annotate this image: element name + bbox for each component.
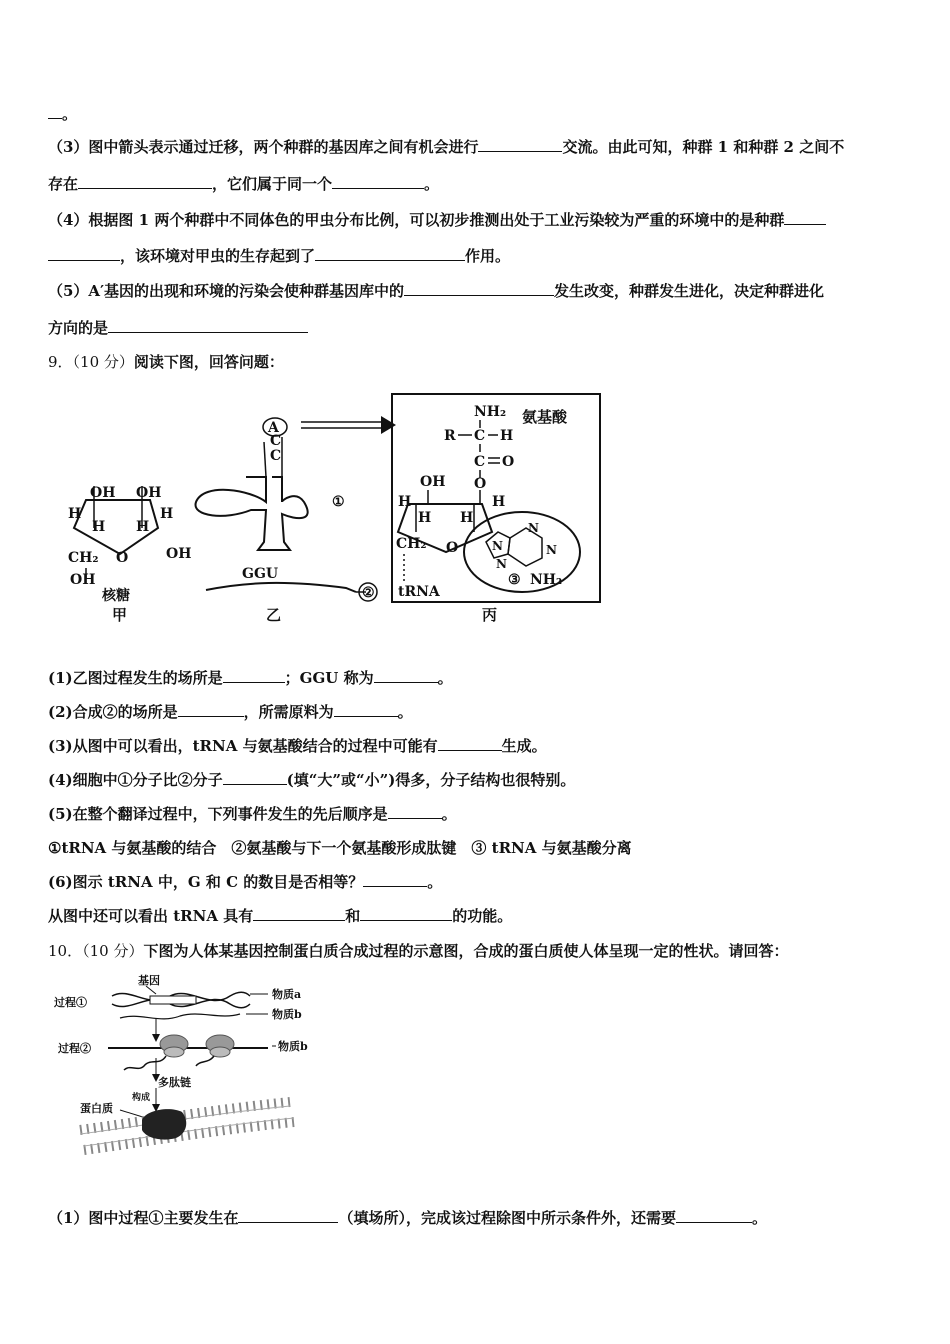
text: 。 (424, 175, 440, 193)
text: (6)图示 tRNA 中，G 和 C 的数目是否相等？ (48, 873, 364, 891)
text: ，该环境对甲虫的生存起到了 (120, 247, 316, 265)
h-label: H (160, 506, 174, 522)
ch2-label: CH₂ (396, 536, 427, 552)
answer-blank[interactable] (48, 246, 120, 261)
q8-part5-line2 (48, 318, 308, 338)
process2-label: 过程② (58, 1042, 91, 1055)
q10-figure (50, 972, 320, 1172)
q9-sub3 (48, 736, 547, 756)
n-label: N (492, 539, 503, 553)
aminoacyl-trna (392, 394, 600, 624)
question-score: （10 分） (72, 353, 134, 371)
h-label: H (92, 519, 106, 535)
text: 存在 (48, 175, 79, 193)
answer-blank[interactable] (363, 872, 427, 887)
text: （4）根据图 1 两个种群中不同体色的甲虫分布比例，可以初步推测出处于工业污染较为严重的环境中的是种群 (48, 211, 785, 229)
text: 方向的是 (48, 319, 109, 337)
answer-blank[interactable] (360, 906, 452, 921)
text: （5）A′基因的出现和环境的污染会使种群基因库中的 (48, 282, 405, 300)
answer-blank[interactable] (223, 668, 285, 683)
marker-1: ① (332, 494, 345, 510)
text: 。 (751, 1209, 767, 1227)
h-label: H (500, 428, 514, 444)
q10-stem (48, 941, 788, 961)
n-label: N (496, 557, 507, 571)
question-number: 10． (48, 942, 83, 960)
oh-label: OH (136, 485, 162, 501)
constitute-label: 构成 (132, 1093, 151, 1103)
q9-sub5 (48, 804, 457, 824)
answer-blank[interactable] (334, 702, 398, 717)
text: 。 (397, 703, 413, 721)
nh2-label: NH₂ (530, 572, 563, 588)
answer-blank[interactable] (238, 1208, 338, 1223)
q9-sub7 (48, 906, 512, 926)
figure-label-bing: 丙 (482, 606, 498, 624)
q8-part3-line1 (48, 137, 844, 157)
n-label: N (528, 521, 539, 535)
text: (4)细胞中①分子比②分子 (48, 771, 223, 789)
amino-acid-label: 氨基酸 (522, 408, 568, 426)
c-label: C (474, 454, 486, 470)
text: (1)乙图过程发生的场所是 (48, 669, 223, 687)
text: 。 (62, 105, 78, 123)
c-label: C (474, 428, 486, 444)
answer-blank[interactable] (438, 736, 502, 751)
q9-sub2 (48, 702, 413, 722)
text: （1）图中过程①主要发生在 (48, 1209, 239, 1227)
text: 。 (441, 805, 457, 823)
text: 和 (345, 907, 361, 925)
answer-blank[interactable] (48, 104, 62, 119)
h-label: H (68, 506, 82, 522)
q9-sub1 (48, 668, 453, 688)
r-label: R (444, 428, 456, 444)
oh-label: OH (420, 474, 446, 490)
h-label: H (418, 510, 432, 526)
text: ，它们属于同一个 (212, 175, 333, 193)
protein-label: 蛋白质 (80, 1102, 113, 1115)
q9-sub6 (48, 872, 442, 892)
marker-2: ② (362, 585, 375, 601)
text: ①tRNA 与氨基酸的结合 ②氨基酸与下一个氨基酸形成肽键 ③ tRNA 与氨基酸分离 (48, 839, 632, 857)
q8-part3-line2 (48, 174, 439, 194)
oh-label: OH (70, 572, 96, 588)
c-label: C (270, 433, 282, 449)
answer-blank[interactable] (332, 174, 424, 189)
h-label: H (398, 494, 412, 510)
gene-label: 基因 (138, 974, 160, 987)
anticodon-label: GGU (242, 566, 279, 582)
q8-part4-line1 (48, 210, 826, 230)
oh-label: OH (166, 546, 192, 562)
text: （填场所），完成该过程除图中所示条件外，还需要 (338, 1209, 676, 1227)
text: 生成。 (501, 737, 547, 755)
answer-blank[interactable] (253, 906, 345, 921)
text: 作用。 (465, 247, 511, 265)
trna-cloverleaf (196, 416, 396, 624)
ribose-name: 核糖 (102, 588, 130, 604)
o-label: O (116, 550, 129, 566)
n-label: N (546, 543, 557, 557)
o-label: O (474, 476, 487, 492)
q9-stem (48, 352, 284, 372)
q9-sub5-options (48, 838, 632, 858)
h-label: H (492, 494, 506, 510)
q8-tail-line (48, 104, 77, 124)
answer-blank[interactable] (78, 174, 212, 189)
h-label: H (460, 510, 474, 526)
text: 从图中还可以看出 tRNA 具有 (48, 907, 254, 925)
polypeptide-label: 多肽链 (158, 1076, 191, 1089)
figure-label-jia: 甲 (112, 606, 128, 624)
ribose-structure (68, 485, 191, 624)
marker-3: ③ (508, 572, 521, 588)
answer-blank[interactable] (315, 246, 465, 261)
o-label: O (446, 540, 459, 556)
process1-label: 过程① (54, 996, 87, 1009)
c-label: C (270, 448, 282, 464)
q9-figure (46, 382, 608, 630)
nh2-label: NH₂ (474, 404, 507, 420)
text: (填“大”或“小”)得多，分子结构也很特别。 (286, 771, 576, 789)
q8-part5-line1 (48, 281, 824, 301)
text: (5)在整个翻译过程中，下列事件发生的先后顺序是 (48, 805, 388, 823)
text: ；GGU 称为 (284, 669, 374, 687)
h-label: H (136, 519, 150, 535)
question-number: 9． (48, 353, 73, 371)
text: (2)合成②的场所是 (48, 703, 178, 721)
answer-blank[interactable] (178, 702, 244, 717)
text: （3）图中箭头表示通过迁移，两个种群的基因库之间有机会进行 (48, 138, 479, 156)
question-stem: 下图为人体某基因控制蛋白质合成过程的示意图，合成的蛋白质使人体呈现一定的性状。请回答： (143, 942, 789, 960)
q9-sub4 (48, 770, 575, 790)
text: ，所需原料为 (243, 703, 334, 721)
text: 。 (437, 669, 453, 687)
a-label: A (268, 420, 279, 436)
answer-blank[interactable] (223, 770, 287, 785)
answer-blank[interactable] (108, 318, 308, 333)
question-stem: 阅读下图，回答问题： (133, 353, 284, 371)
q8-part4-line2 (48, 246, 510, 266)
figure-label-yi: 乙 (266, 606, 282, 624)
text: 交流。由此可知，种群 1 和种群 2 之间不 (562, 138, 845, 156)
text: 发生改变，种群发生进化，决定种群进化 (554, 282, 825, 300)
substance-b-label: 物质b (278, 1040, 308, 1053)
text: (3)从图中可以看出，tRNA 与氨基酸结合的过程中可能有 (48, 737, 438, 755)
text: 。 (427, 873, 443, 891)
answer-blank[interactable] (478, 137, 562, 152)
trna-label: tRNA (398, 584, 440, 600)
answer-blank[interactable] (404, 281, 554, 296)
text: 的功能。 (452, 907, 513, 925)
substance-a-label: 物质a (272, 988, 302, 1001)
oh-label: OH (90, 485, 116, 501)
answer-blank[interactable] (784, 210, 826, 225)
substance-b-label: 物质b (272, 1008, 302, 1021)
q10-sub1 (48, 1208, 767, 1228)
answer-blank[interactable] (676, 1208, 752, 1223)
answer-blank[interactable] (388, 804, 442, 819)
o-label: O (502, 454, 515, 470)
question-score: （10 分） (82, 942, 144, 960)
ch2-label: CH₂ (68, 550, 99, 566)
answer-blank[interactable] (374, 668, 438, 683)
